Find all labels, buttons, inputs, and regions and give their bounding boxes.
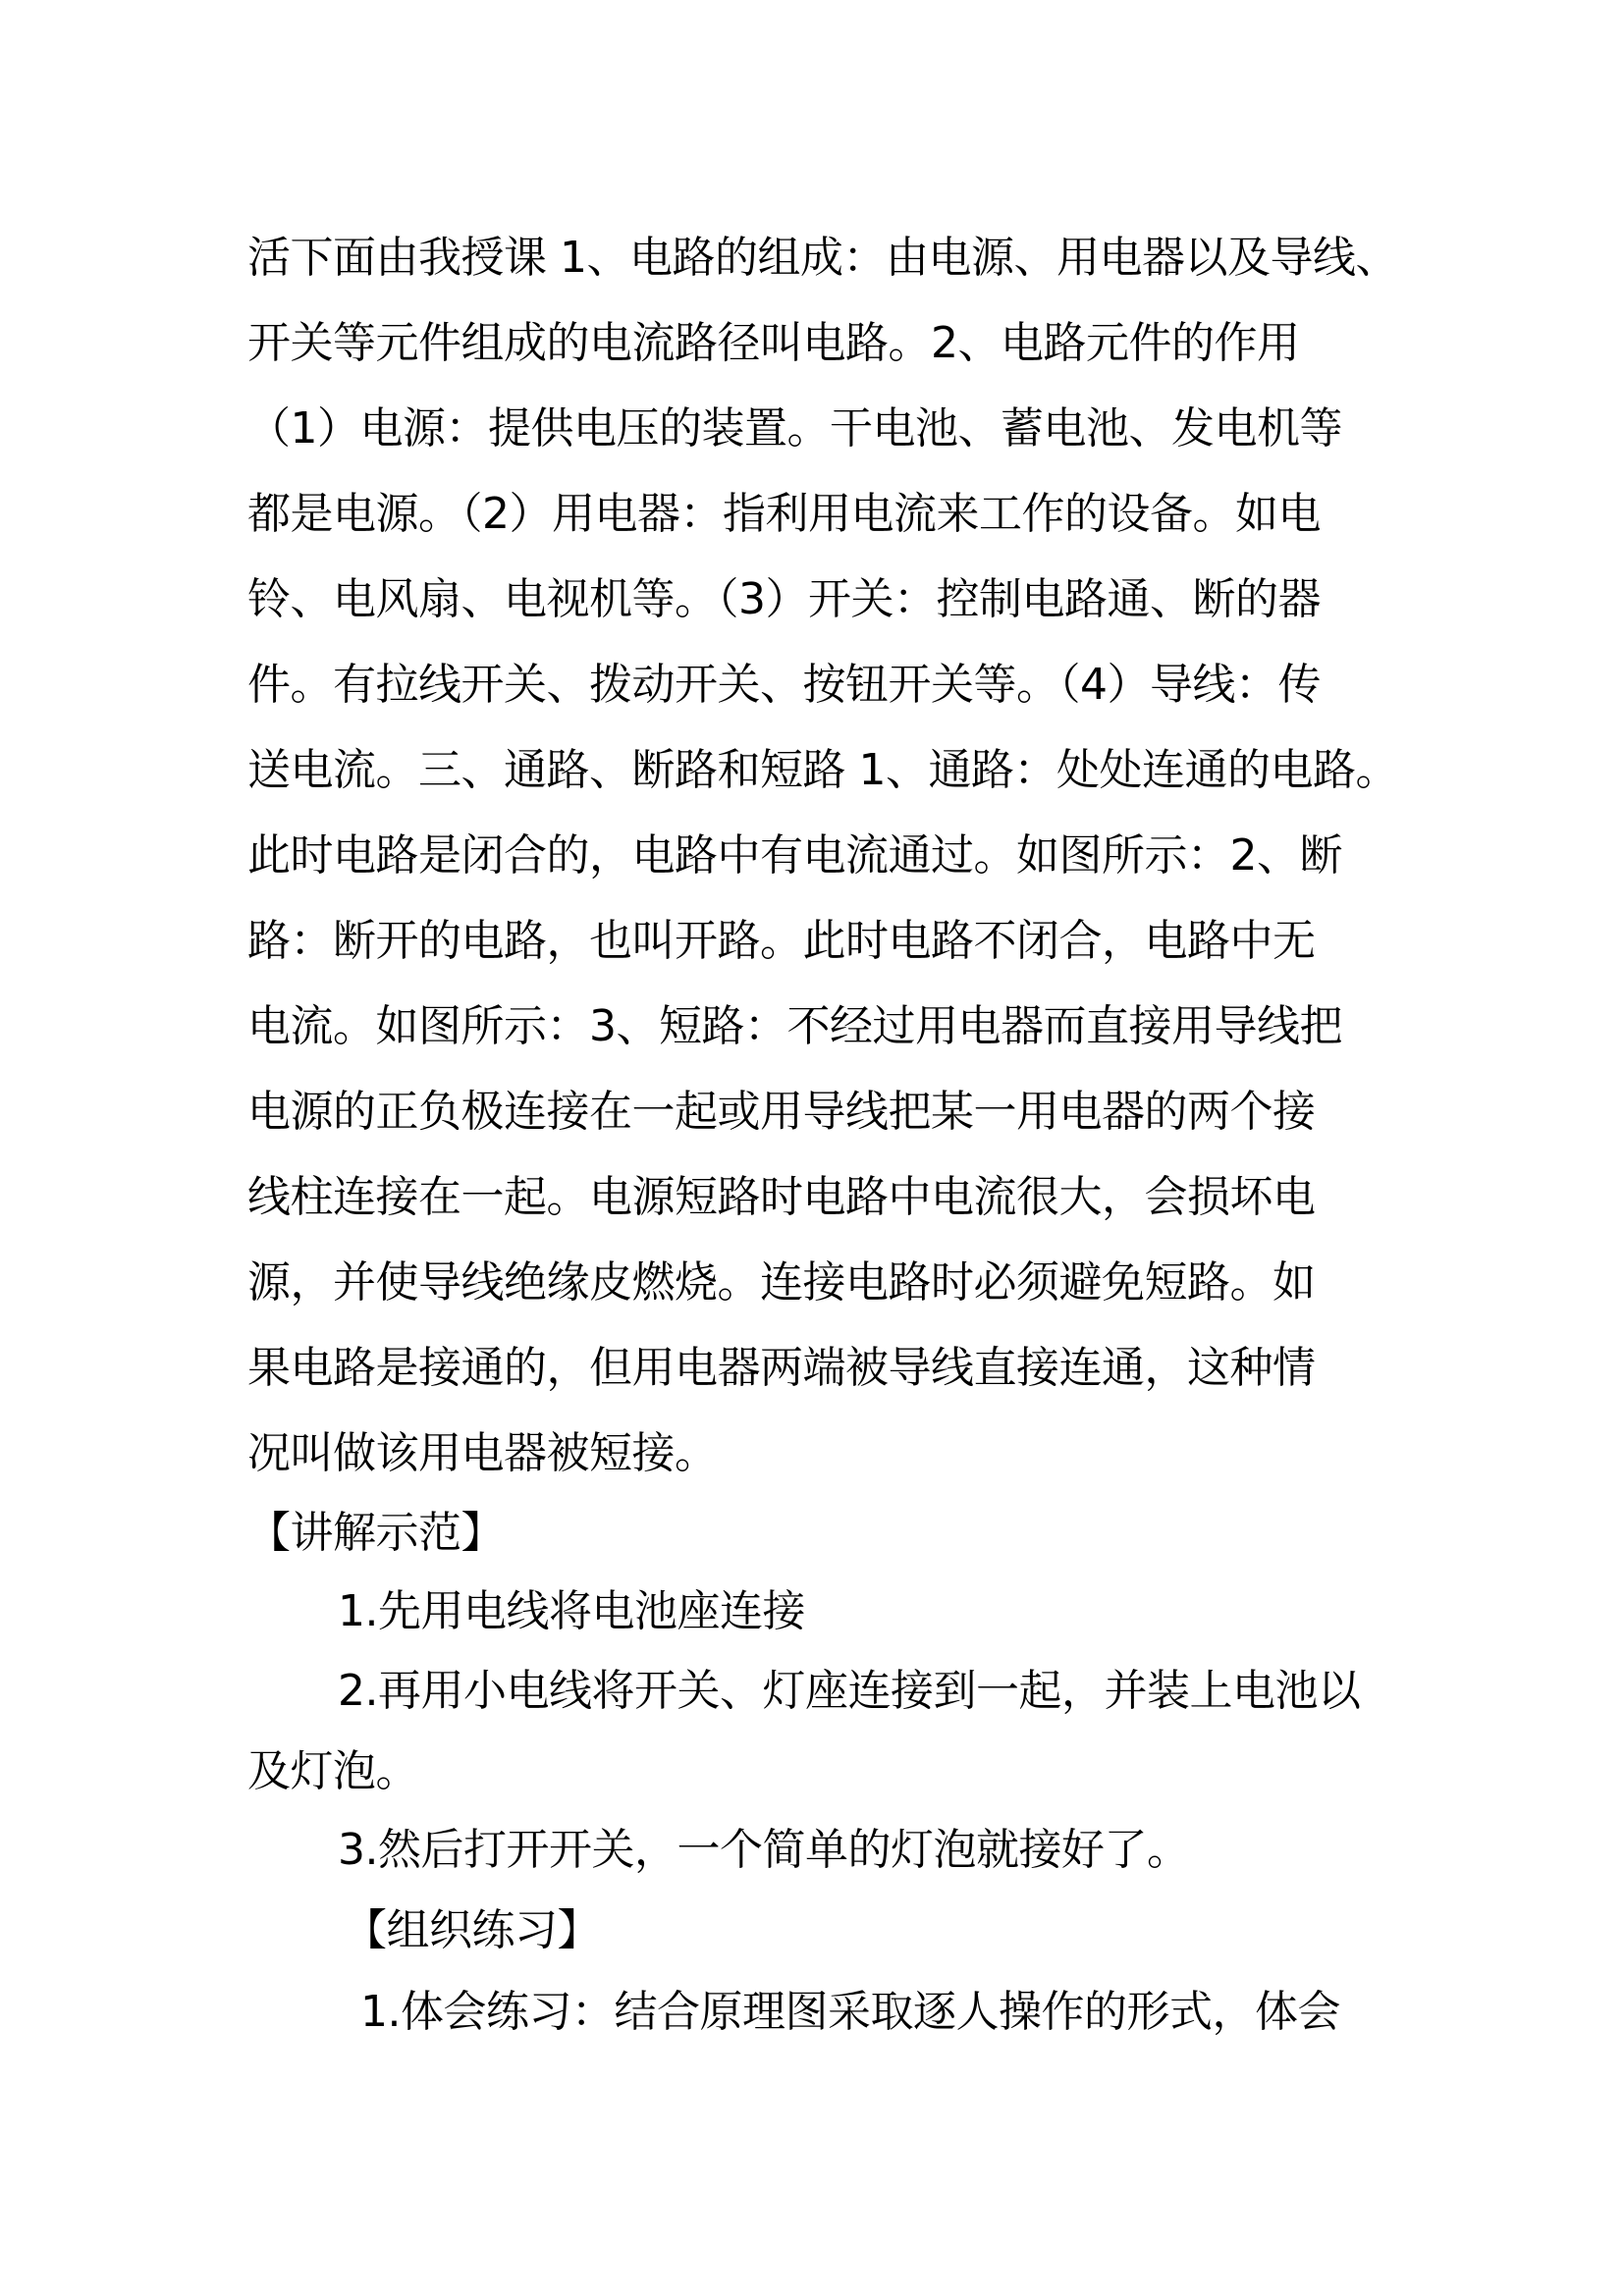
paragraph-line: 电流。如图所示：3、短路：不经过用电器而直接用导线把 <box>247 1001 1342 1051</box>
demo-heading: 【讲解示范】 <box>247 1508 504 1558</box>
paragraph-line: 况叫做该用电器被短接。 <box>247 1428 718 1478</box>
paragraph-line: 此时电路是闭合的，电路中有电流通过。如图所示：2、断 <box>247 830 1342 881</box>
demo-step: 1.先用电线将电池座连接 <box>338 1586 805 1636</box>
paragraph-line: 铃、电风扇、电视机等。（3）开关：控制电路通、断的器 <box>247 574 1321 624</box>
practice-step: 1.体会练习：结合原理图采取逐人操作的形式，体会 <box>360 1987 1340 2037</box>
paragraph-line: 件。有拉线开关、拨动开关、按钮开关等。（4）导线：传 <box>247 660 1321 710</box>
paragraph-line: 电源的正负极连接在一起或用导线把某一用电器的两个接 <box>247 1087 1316 1137</box>
paragraph-line: 果电路是接通的，但用电器两端被导线直接连通，这种情 <box>247 1343 1316 1393</box>
paragraph-line: 线柱连接在一起。电源短路时电路中电流很大，会损坏电 <box>247 1172 1316 1222</box>
paragraph-line: 都是电源。（2）用电器：指利用电流来工作的设备。如电 <box>247 489 1321 539</box>
paragraph-line: 源，并使导线绝缘皮燃烧。连接电路时必须避免短路。如 <box>247 1257 1316 1308</box>
demo-step-continuation: 及灯泡。 <box>247 1746 418 1796</box>
paragraph-line: 路：断开的电路，也叫开路。此时电路不闭合，电路中无 <box>247 916 1316 966</box>
demo-step: 2.再用小电线将开关、灯座连接到一起，并装上电池以 <box>338 1666 1361 1716</box>
paragraph-line: （1）电源：提供电压的装置。干电池、蓄电池、发电机等 <box>247 403 1342 454</box>
paragraph-line: 活下面由我授课 1、电路的组成：由电源、用电器以及导线、 <box>247 233 1398 283</box>
practice-heading: 【组织练习】 <box>344 1905 600 1955</box>
demo-step: 3.然后打开开关，一个简单的灯泡就接好了。 <box>338 1825 1190 1875</box>
paragraph-line: 送电流。三、通路、断路和短路 1、通路：处处连通的电路。 <box>247 745 1398 795</box>
paragraph-line: 开关等元件组成的电流路径叫电路。2、电路元件的作用 <box>247 318 1300 368</box>
